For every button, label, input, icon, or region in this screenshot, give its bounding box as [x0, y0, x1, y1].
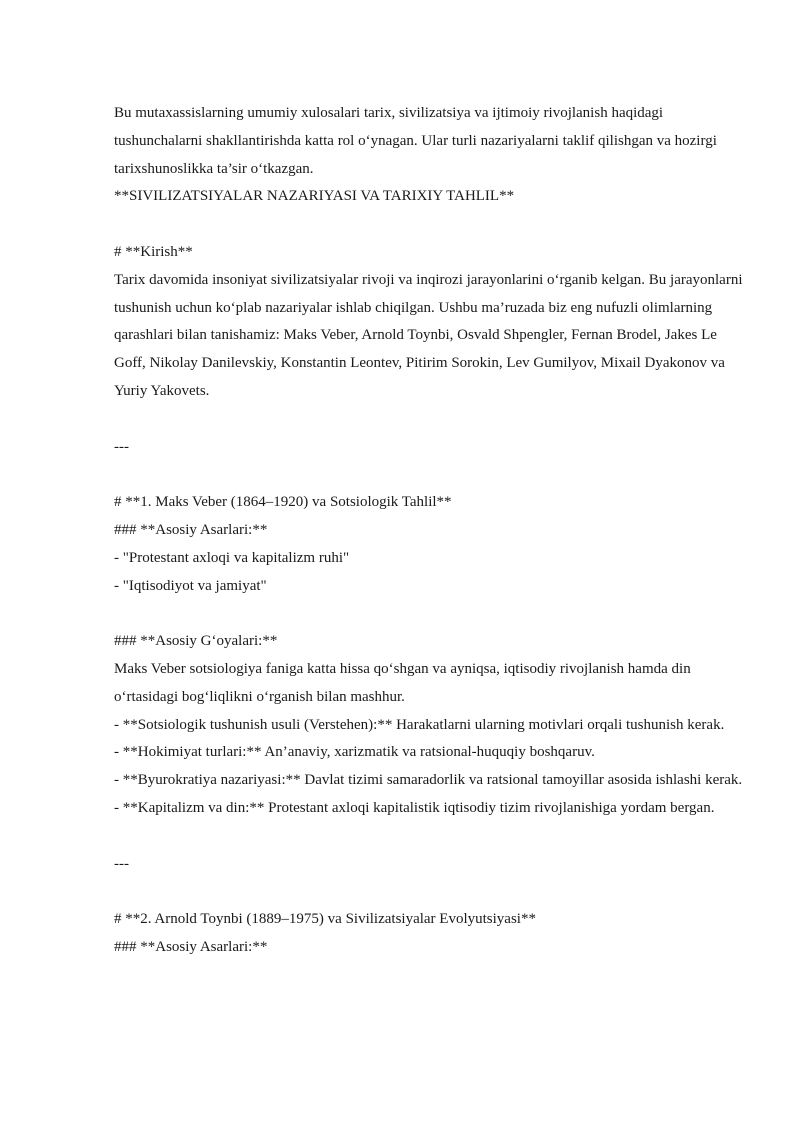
intro-paragraph: Bu mutaxassislarning umumiy xulosalari tarix, sivilizatsiya va ijtimoiy rivojlanish haqidagi tushunchalarni shakllantirishda katta rol o‘ynagan. Ular turli nazariyalarni taklif qilishgan va hozirgi tarixshunoslikka ta’sir o‘tkazgan. [114, 105, 717, 177]
blank-line [114, 878, 744, 906]
blank-line [114, 211, 744, 239]
list-item: - **Sotsiologik tushunish usuli (Verstehen):** Harakatlarni ularning motivlari orqali tushunish kerak. [114, 716, 725, 733]
blank-line [114, 823, 744, 851]
list-item: - "Protestant axloqi va kapitalizm ruhi" [114, 549, 350, 566]
section-1-ideas-paragraph: Maks Veber sotsiologiya faniga katta hissa qo‘shgan va ayniqsa, iqtisodiy rivojlanish hamda din o‘rtasidagi bog‘liqlikni o‘rganish bilan mashhur. [114, 660, 691, 705]
separator: --- [114, 855, 129, 872]
blank-line [114, 406, 744, 434]
blank-line [114, 600, 744, 628]
list-item: - "Iqtisodiyot va jamiyat" [114, 577, 267, 594]
section-1-works-heading: ### **Asosiy Asarlari:** [114, 521, 268, 538]
list-item: - **Hokimiyat turlari:** An’anaviy, xarizmatik va ratsional-huquqiy boshqaruv. [114, 744, 595, 761]
section-2-heading: # **2. Arnold Toynbi (1889–1975) va Sivilizatsiyalar Evolyutsiyasi** [114, 911, 536, 928]
list-item: - **Kapitalizm va din:** Protestant axloqi kapitalistik iqtisodiy tizim rivojlanishiga yordam bergan. [114, 799, 715, 816]
list-item: - **Byurokratiya nazariyasi:** Davlat tizimi samaradorlik va ratsional tamoyillar asosida ishlashi kerak. [114, 772, 743, 789]
section-1-heading: # **1. Maks Veber (1864–1920) va Sotsiologik Tahlil** [114, 494, 452, 511]
blank-line [114, 461, 744, 489]
kirish-heading: # **Kirish** [114, 243, 193, 260]
document-page [114, 100, 744, 962]
section-1-ideas-heading: ### **Asosiy G‘oyalari:** [114, 633, 278, 650]
main-title: **SIVILIZATSIYALAR NAZARIYASI VA TARIXIY TAHLIL** [114, 188, 515, 205]
kirish-paragraph: Tarix davomida insoniyat sivilizatsiyalar rivoji va inqirozi jarayonlarini o‘rganib kelgan. Bu jarayonlarni tushunish uchun ko‘plab nazariyalar ishlab chiqilgan. Ushbu ma’ruzada biz eng nufuzli olimlarning qarashlari bilan tanishamiz: Maks Veber, Arnold Toynbi, Osvald Shpengler, Fernan Brodel, Jakes Le Goff, Nikolay Danilevskiy, Konstantin Leontev, Pitirim Sorokin, Lev Gumilyov, Mixail Dyakonov va Yuriy Yakovets. [114, 271, 743, 399]
section-2-works-heading: ### **Asosiy Asarlari:** [114, 938, 268, 955]
separator: --- [114, 438, 129, 455]
